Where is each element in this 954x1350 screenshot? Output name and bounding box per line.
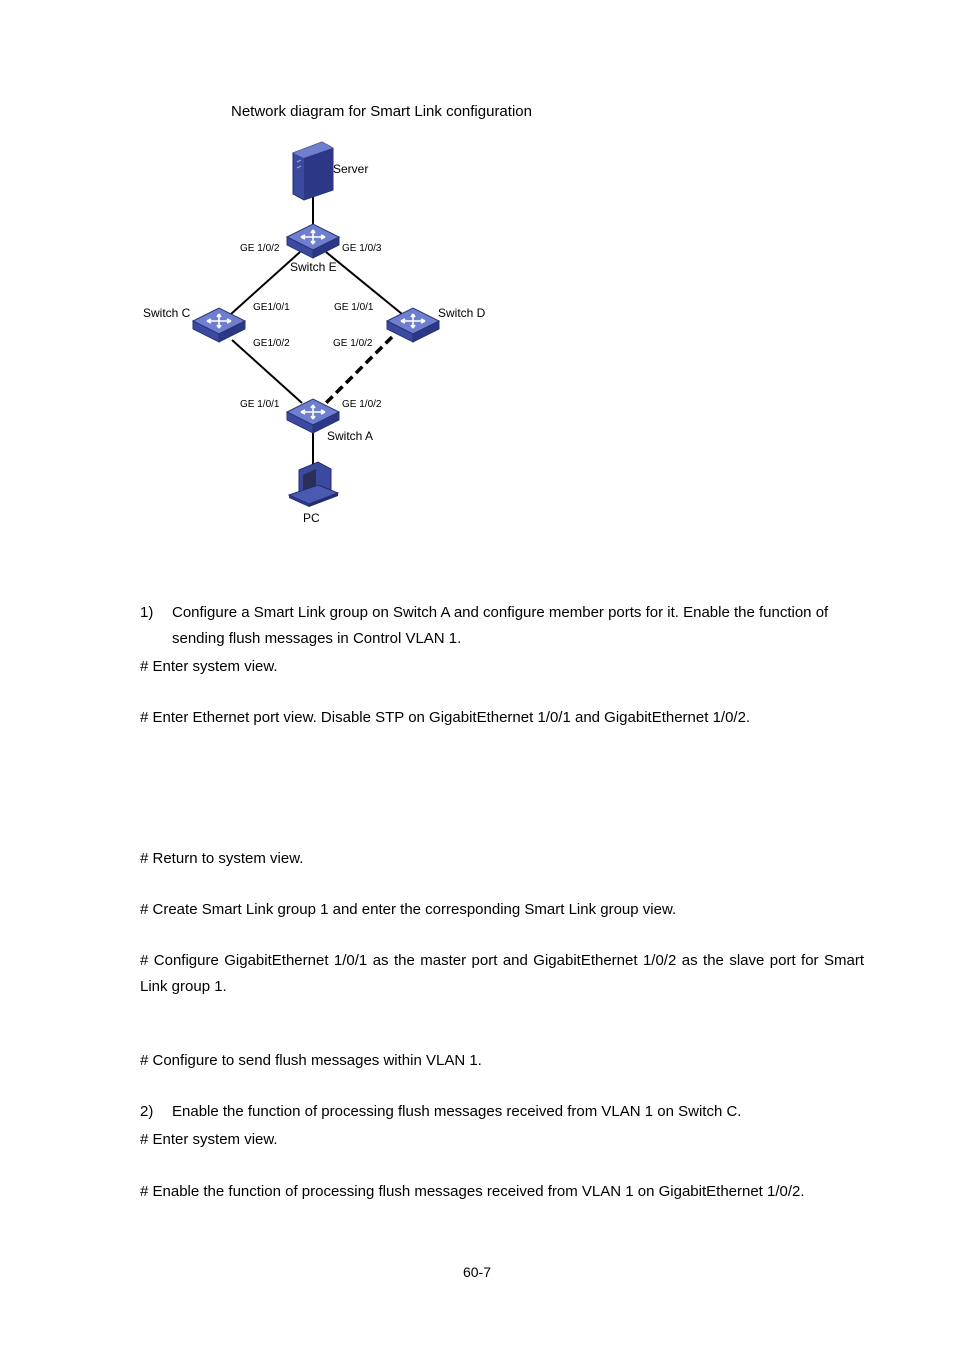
switch-c-icon (193, 308, 245, 342)
port-label-a-left: GE 1/0/1 (240, 399, 280, 410)
port-label-a-right: GE 1/0/2 (342, 399, 382, 410)
para-return-system-view: # Return to system view. (140, 850, 304, 867)
port-label-e-left: GE 1/0/2 (240, 243, 280, 254)
para-enter-ethernet-port-view: # Enter Ethernet port view. Disable STP on GigabitEthernet 1/0/1 and GigabitEthernet 1/0/2. (140, 709, 751, 726)
switch-a-icon (287, 399, 339, 433)
port-label-e-right: GE 1/0/3 (342, 243, 382, 254)
port-label-d-top: GE 1/0/1 (334, 302, 374, 313)
pc-icon (289, 462, 338, 507)
para-create-smart-link-group: # Create Smart Link group 1 and enter the corresponding Smart Link group view. (140, 901, 677, 918)
pc-label: PC (303, 511, 320, 525)
step-2 (140, 1099, 864, 1125)
port-label-c-top: GE1/0/1 (253, 302, 290, 313)
step-1 (140, 600, 864, 652)
link-c-a (232, 340, 302, 403)
step-1-text: Configure a Smart Link group on Switch A and configure member ports for it. Enable the function of sending flush messages in Control VLAN 1. (172, 604, 829, 647)
para-enter-system-view-2: # Enter system view. (140, 1131, 278, 1148)
para-send-flush-messages: # Configure to send flush messages within VLAN 1. (140, 1052, 482, 1069)
server-icon (293, 142, 333, 200)
port-label-c-bottom: GE1/0/2 (253, 338, 290, 349)
switch-e-label: Switch E (290, 260, 337, 274)
para-enter-system-view: # Enter system view. (140, 658, 278, 675)
switch-e-icon (287, 224, 339, 258)
page-number: 60-7 (462, 1264, 492, 1280)
switch-a-label: Switch A (327, 429, 374, 443)
step-2-number: 2) (140, 1103, 154, 1120)
para-configure-master-slave: # Configure GigabitEthernet 1/0/1 as the master port and GigabitEthernet 1/0/2 as the slave port for Smart Link group 1. (140, 952, 864, 995)
para-enable-flush-processing: # Enable the function of processing flush messages received from VLAN 1 on GigabitEthernet 1/0/2. (140, 1183, 805, 1200)
server-label: Server (333, 162, 369, 176)
step-2-text: Enable the function of processing flush messages received from VLAN 1 on Switch C. (172, 1103, 742, 1120)
switch-d-icon (387, 308, 439, 342)
diagram-caption: Network diagram for Smart Link configuration (231, 103, 532, 120)
step-1-number: 1) (140, 604, 154, 621)
switch-d-label: Switch D (438, 306, 486, 320)
port-label-d-bottom: GE 1/0/2 (333, 338, 373, 349)
switch-c-label: Switch C (143, 306, 191, 320)
